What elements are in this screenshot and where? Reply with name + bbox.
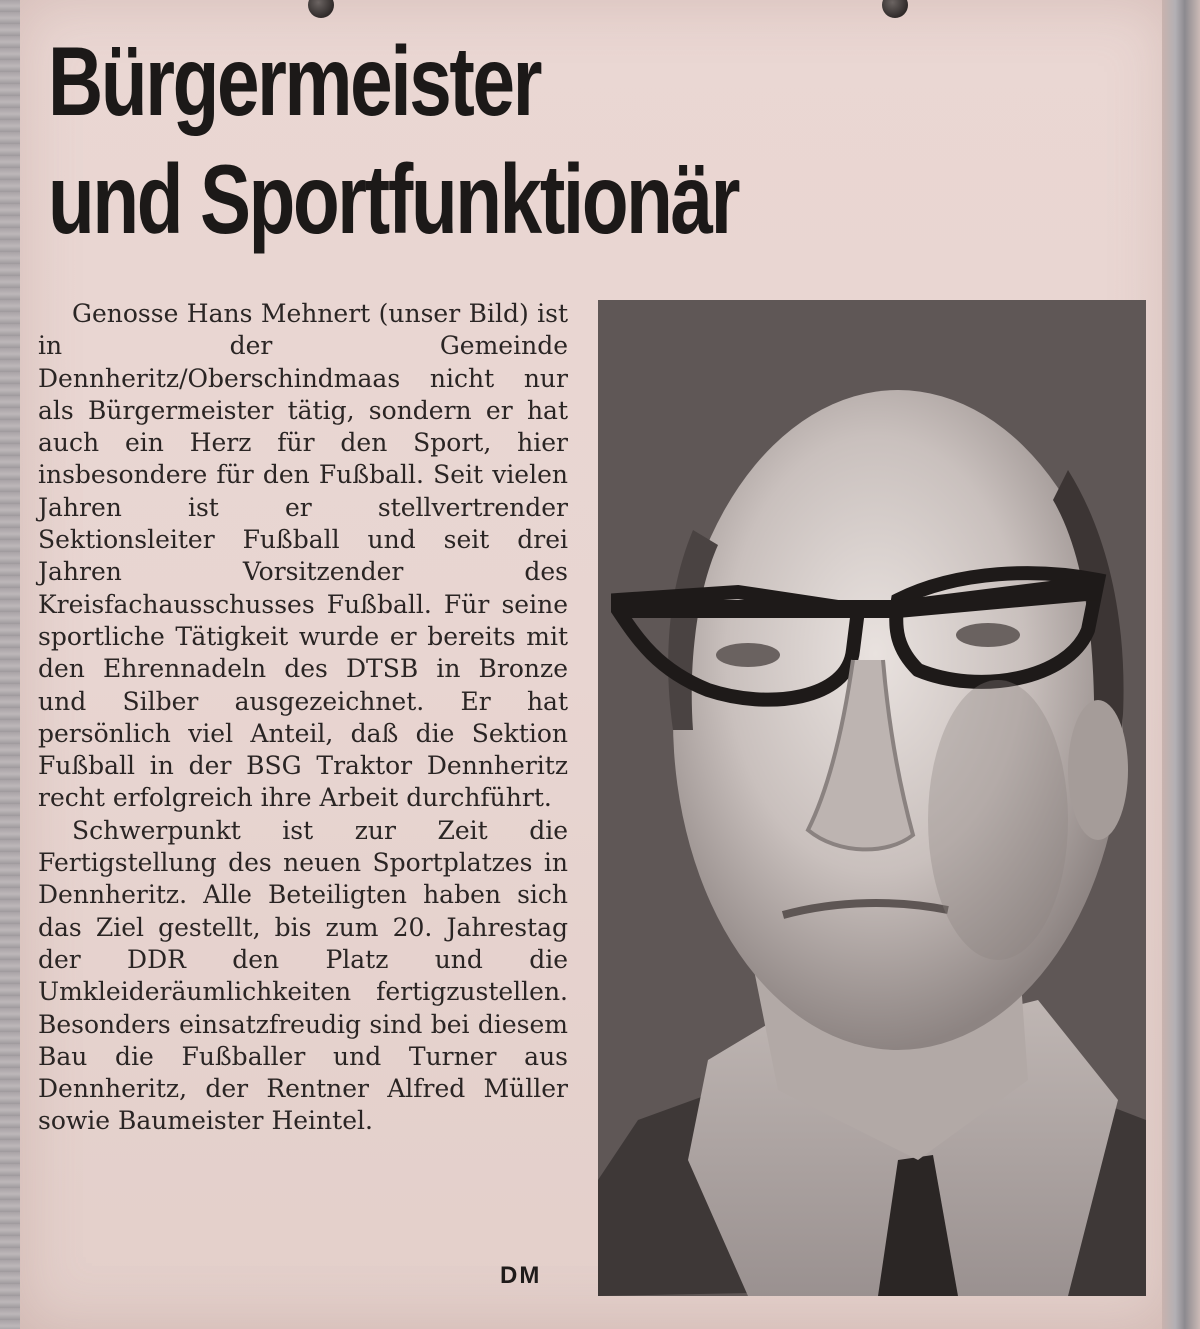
headline-line-2: und Sportfunktionär bbox=[48, 144, 739, 254]
portrait-photo bbox=[598, 300, 1146, 1296]
headline bbox=[48, 22, 906, 258]
author-signature: DM bbox=[500, 1262, 542, 1289]
article-paragraph-2: Schwerpunkt ist zur Zeit die Fertigstellung des neuen Sportplatzes in Dennheritz. Alle Beteiligten haben sich das Ziel gestellt, bis zum 20. Jahrestag der DDR den Platz und die Umkleideräumlichkeiten fertigzustellen. Besonders einsatzfreudig sind bei diesem Bau die Fußballer und Turner aus Dennheritz, der Rentner Alfred Müller sowie Baumeister Heintel. bbox=[38, 815, 568, 1136]
clipping-left-edge bbox=[0, 0, 22, 1329]
article-paragraph-1: Genosse Hans Mehnert (unser Bild) ist in der Gemeinde Dennheritz/Oberschindmaas nicht nur als Bürgermeister tätig, sondern er hat auch ein Herz für den Sport, hier insbesondere für den Fußball. Seit vielen Jahren ist er stellvertrender Sektionsleiter Fußball und seit drei Jahren Vorsitzender des Kreisfachausschusses Fußball. Für seine sportliche Tätigkeit wurde er bereits mit den Ehrennadeln des DTSB in Bronze und Silber ausgezeichnet. Er hat persönlich viel Anteil, daß die Sektion Fußball in der BSG Traktor Dennheritz recht erfolgreich ihre Arbeit durchführt. bbox=[38, 299, 568, 813]
pin-icon bbox=[882, 0, 908, 18]
pin-icon bbox=[308, 0, 334, 18]
article-body bbox=[38, 298, 568, 1138]
clipping-right-edge bbox=[1162, 0, 1200, 1329]
portrait-icon bbox=[598, 300, 1146, 1296]
headline-line-1: Bürgermeister bbox=[48, 26, 541, 136]
